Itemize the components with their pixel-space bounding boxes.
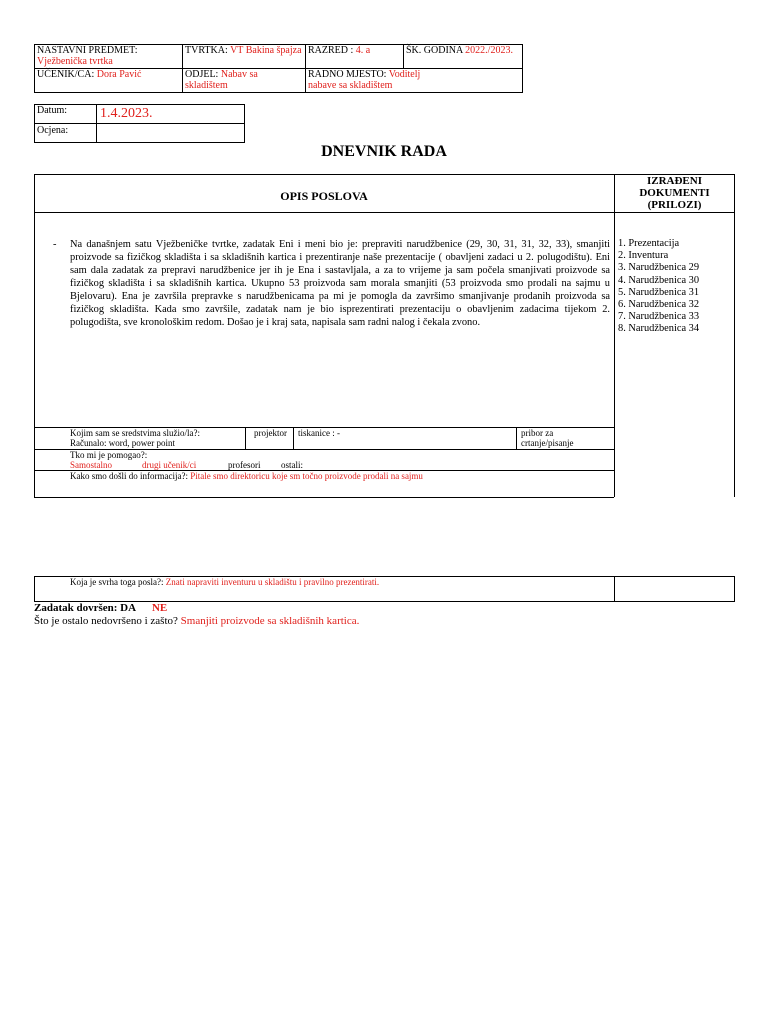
date-col-divider — [96, 104, 97, 143]
document-item: 4. Narudžbenica 30 — [618, 274, 700, 286]
position-cell — [306, 68, 446, 92]
tools-drawing-line2: crtanje/pisanje — [521, 438, 574, 448]
main-header-divider — [34, 212, 735, 213]
document-item: 8. Narudžbenica 34 — [618, 323, 700, 335]
help-alone: Samostalno — [70, 460, 112, 470]
purpose-cell — [68, 576, 608, 588]
purpose-value: Znati napraviti inventuru u skladištu i pravilno prezentirati. — [165, 577, 380, 587]
department-value: Nabav sa skladištem — [185, 69, 258, 91]
col2-header-line1: IZRAĐENI — [646, 175, 702, 187]
col2-header-line2: DOKUMENTI — [639, 187, 710, 199]
department-cell — [183, 68, 293, 92]
info-cell — [68, 470, 608, 482]
position-label: RADNO MJESTO: — [308, 69, 387, 80]
main-col-divider — [614, 174, 615, 497]
subject-label: NASTAVNI PREDMET: — [37, 45, 138, 56]
class-value: 4. a — [355, 45, 371, 56]
description-bullet: - — [53, 239, 57, 250]
student-cell — [35, 68, 182, 81]
unfinished-label: Što je ostalo nedovršeno i zašto? — [34, 615, 178, 627]
help-label: Tko mi je pomogao?: — [70, 450, 148, 460]
class-cell — [306, 44, 403, 57]
info-bottom-border — [34, 497, 614, 498]
page-title: DNEVNIK RADA — [321, 143, 447, 160]
tools-divider-3 — [516, 427, 517, 449]
info-value: Pitale smo direktoricu koje sm točno proizvode prodali na sajmu — [190, 471, 423, 481]
company-cell — [183, 44, 305, 57]
date-value: 1.4.2023. — [100, 106, 153, 121]
tools-projector: projektor — [254, 428, 287, 438]
year-label: ŠK. GODINA — [406, 45, 463, 56]
tools-computer: Računalo: word, power point — [70, 438, 175, 448]
class-label: RAZRED : — [308, 45, 354, 56]
subject-cell — [35, 44, 182, 68]
company-label: TVRTKA: — [185, 45, 228, 56]
tools-drawing-line1: pribor za — [521, 428, 554, 438]
document-item: 6. Narudžbenica 32 — [618, 299, 700, 311]
work-description: Na današnjem satu Vježbeničke tvrtke, zadatak Eni i meni bio je: prepraviti narudžbenice (29, 30, 31, 31, 32, 33), smanjiti proizvode sa fizičkog skladišta i sa skladišnih kartica i prezentiranje naše prezentacije ( obavljeni zadaci u 2. polugodištu). Eni sam dala zadatak za prepravi narudžbenice jer ih je Ena i sastavljala, a za to vrijeme ja sam počela smanjivati proizvode sa fizičkog skladišta i sa skladišnih kartica. Ukupno 53 proizvoda sam morala smanjiti (53 proizvoda smo prodali na sajmu u Bjelovaru). Ena je završila prepravke s narudžbenicama pa mi je pomogla da završimo smanjivanje prodanih proizvoda sa fizičkog skladišta. Kada smo završile, zadatak nam je bio isprezentirati prezentaciju o obavljenim zadacima tijekom 2. polugodišta, sve kronološkim redom. Došao je i kraj sata, napisala sam radni nalog i čekala zvono. — [70, 239, 610, 328]
task-done-value: NE — [151, 602, 168, 614]
col2-header — [615, 174, 734, 212]
purpose-col-divider — [614, 576, 615, 602]
tools-printouts: tiskanice : - — [298, 428, 340, 438]
help-other-student: drugi učenik/ci — [142, 460, 197, 470]
date-label: Datum: — [37, 105, 67, 116]
student-label: UČENIK/CA: — [37, 69, 95, 80]
help-teachers: profesori — [228, 460, 261, 470]
info-label: Kako smo došli do informacija?: — [70, 471, 188, 481]
tools-cell — [68, 427, 245, 449]
tools-divider-1 — [245, 427, 246, 449]
company-value: VT Bakina špajza — [230, 45, 302, 56]
unfinished-line — [32, 614, 361, 629]
document-item: 5. Narudžbenica 31 — [618, 286, 700, 298]
tools-divider-2 — [293, 427, 294, 449]
unfinished-value: Smanjiti proizvode sa skladišnih kartica. — [180, 615, 360, 627]
document-item: 7. Narudžbenica 33 — [618, 311, 700, 323]
tools-drawing — [519, 427, 575, 449]
student-value: Dora Pavić — [96, 69, 142, 80]
documents-list — [618, 238, 733, 336]
subject-value: Vježbenička tvrtka — [37, 56, 113, 67]
help-others: ostali: — [281, 460, 303, 470]
col2-header-line3: (PRILOZI) — [647, 199, 702, 211]
year-value: 2022./2023. — [465, 45, 513, 56]
purpose-label: Koja je svrha toga posla?: — [70, 577, 164, 587]
col1-header: OPIS POSLOVA — [280, 189, 368, 203]
task-done-label: Zadatak dovršen: DA — [34, 602, 136, 614]
year-cell — [404, 44, 523, 57]
department-label: ODJEL: — [185, 69, 219, 80]
grade-label: Ocjena: — [37, 125, 69, 136]
main-right-border — [734, 174, 735, 497]
document-item: 1. Prezentacija — [618, 238, 680, 249]
grade-value — [98, 124, 102, 126]
document-item: 3. Narudžbenica 29 — [618, 262, 700, 274]
position-value: Voditelj nabave sa skladištem — [308, 69, 421, 91]
tools-label: Kojim sam se sredstvima služio/la?: — [70, 428, 200, 438]
document-item: 2. Inventura — [618, 250, 669, 262]
